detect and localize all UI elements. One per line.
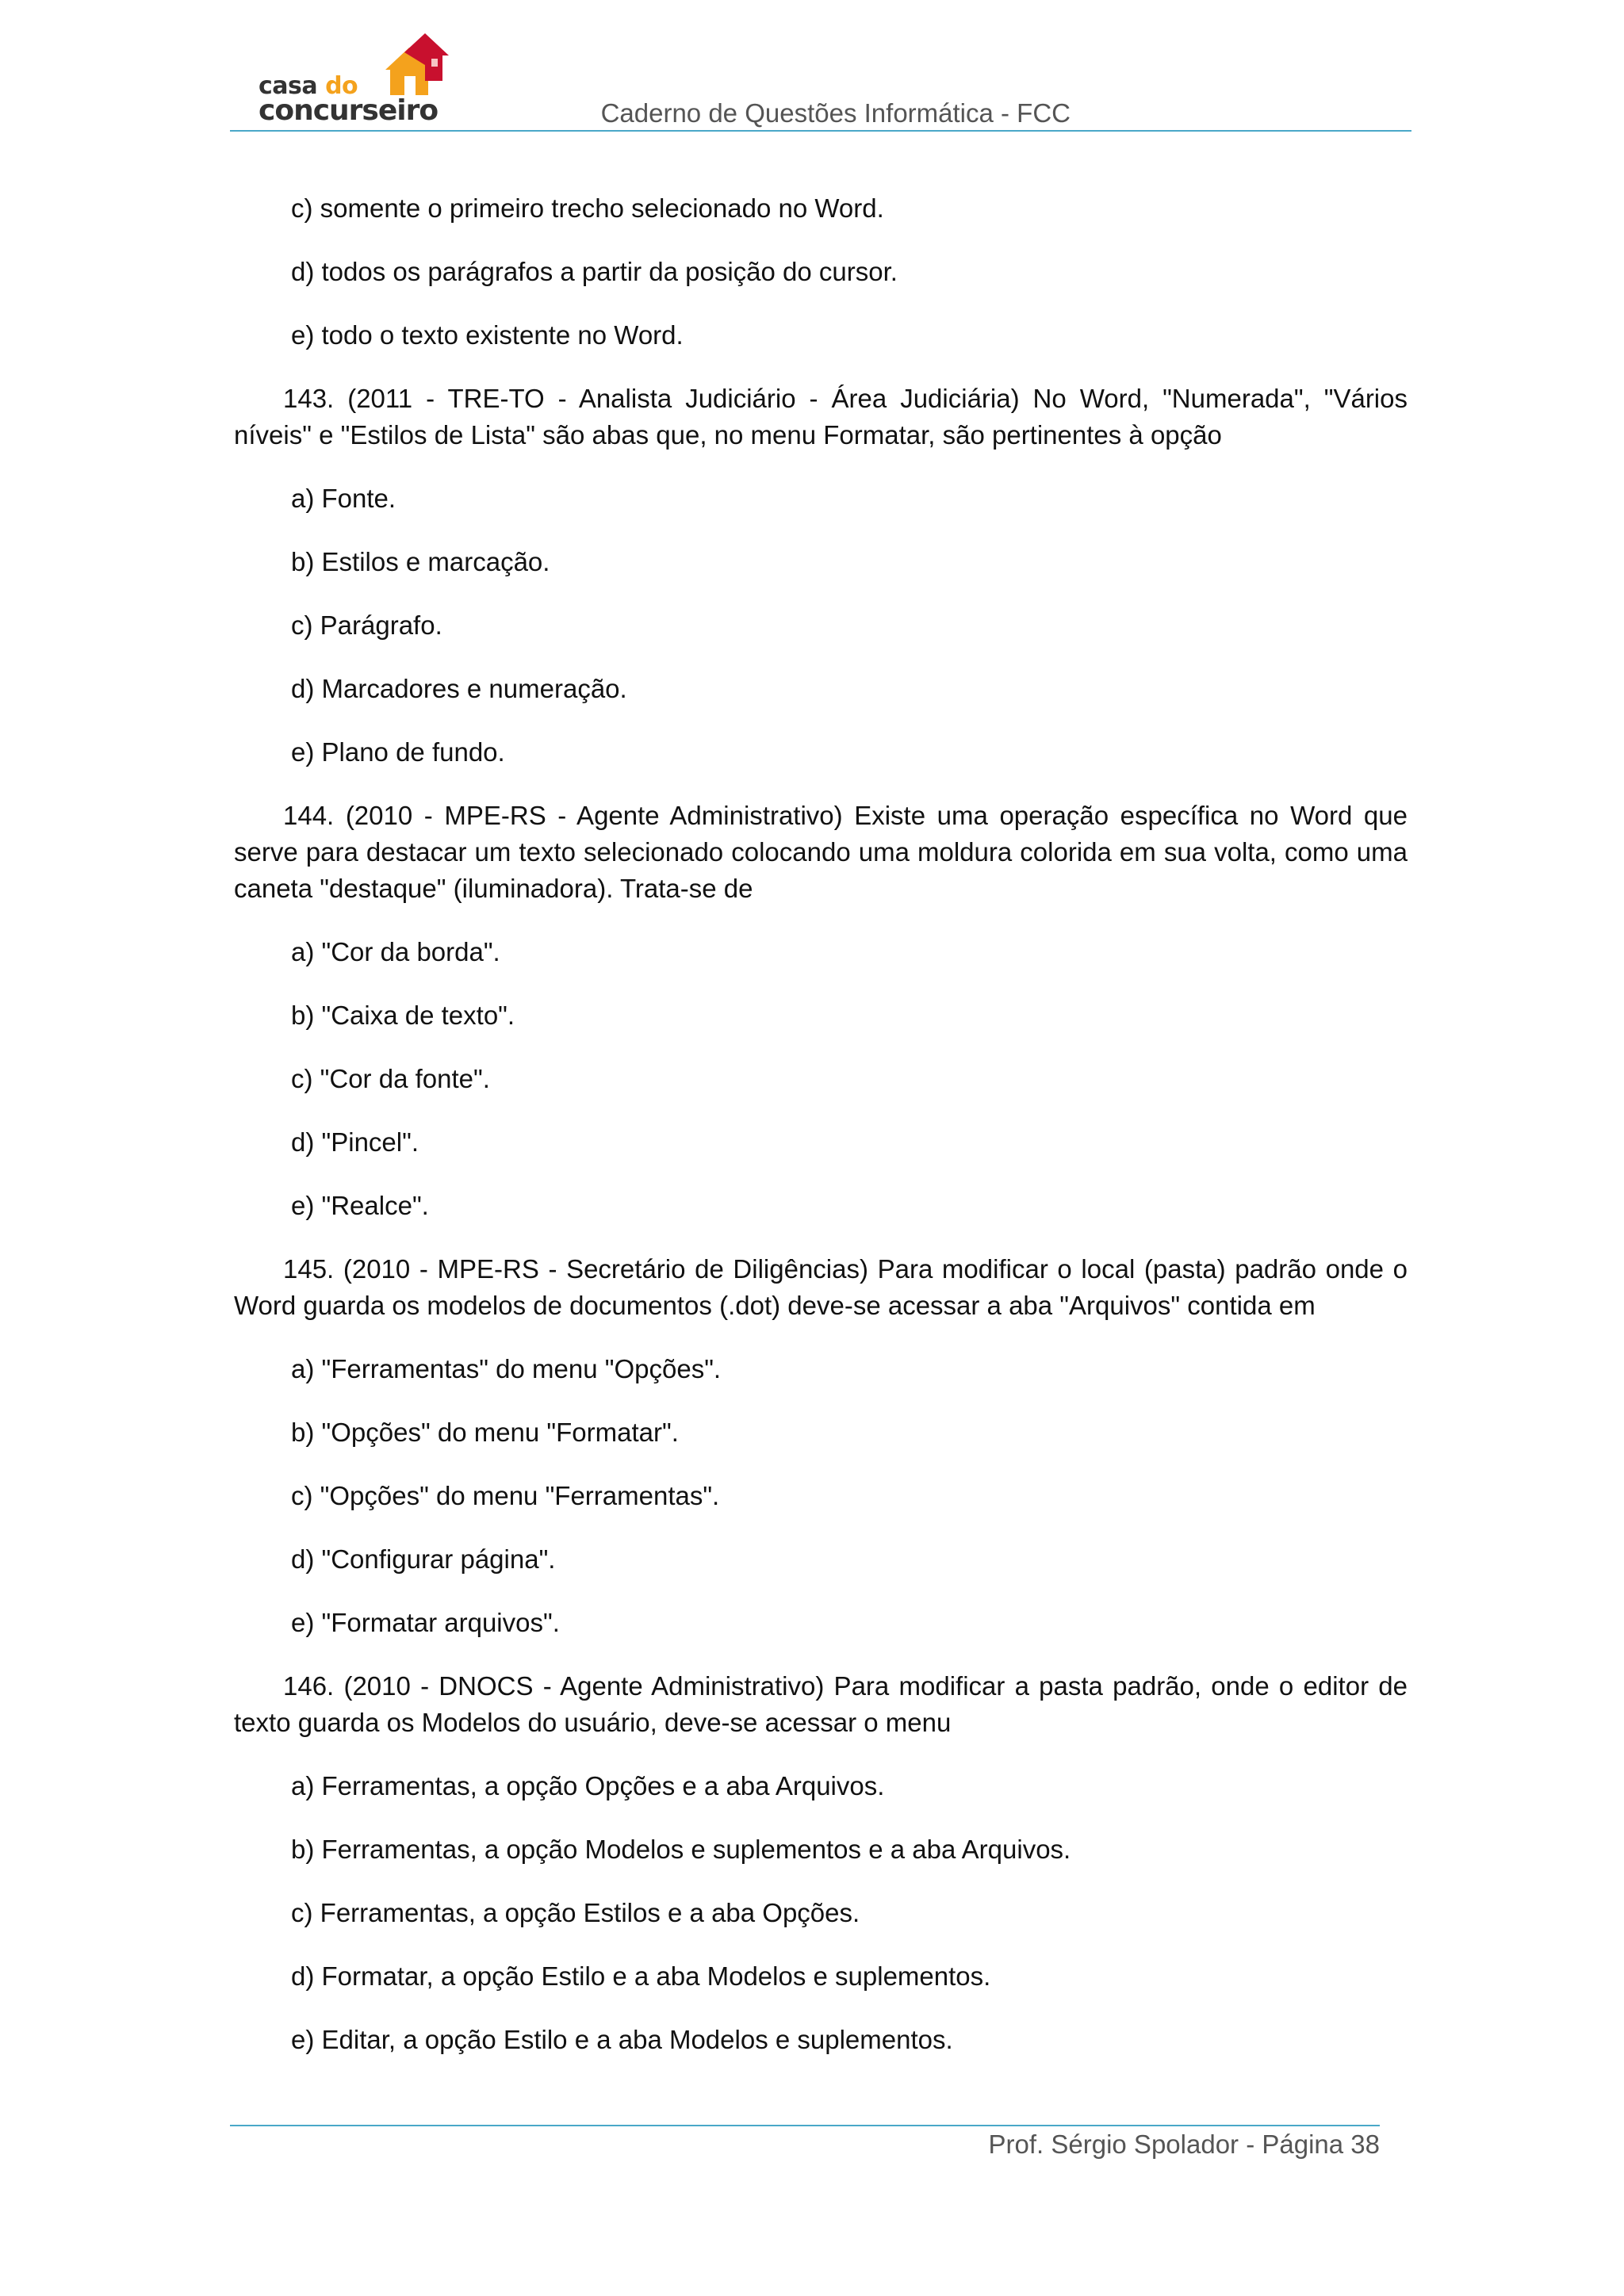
logo-wordmark: [259, 72, 439, 127]
answer-option: d) "Pincel".: [291, 1127, 419, 1157]
answer-option: e) Editar, a opção Estilo e a aba Modelos e suplementos.: [291, 2025, 953, 2054]
answer-option: b) "Opções" do menu "Formatar".: [291, 1418, 679, 1447]
document-body: [234, 190, 1408, 2085]
answer-option: d) Formatar, a opção Estilo e a aba Modelos e suplementos.: [291, 1961, 991, 1991]
answer-option: a) Fonte.: [291, 484, 396, 513]
footer-divider: [230, 2125, 1380, 2126]
question-paragraph: 145. (2010 - MPE-RS - Secretário de Diligências) Para modificar o local (pasta) padrão onde o Word guarda os modelos de documentos (.dot) deve-se acessar a aba "Arquivos" contida em: [234, 1254, 1408, 1320]
page-header: [230, 32, 1411, 135]
answer-option: e) "Realce".: [291, 1191, 429, 1220]
answer-option: d) Marcadores e numeração.: [291, 674, 627, 703]
answer-option: c) "Opções" do menu "Ferramentas".: [291, 1481, 720, 1510]
answer-option: d) todos os parágrafos a partir da posição do cursor.: [291, 257, 898, 286]
answer-option: e) "Formatar arquivos".: [291, 1608, 560, 1637]
answer-option: a) "Ferramentas" do menu "Opções".: [291, 1354, 722, 1383]
casa-do-concurseiro-logo: [259, 32, 449, 127]
answer-option: d) "Configurar página".: [291, 1544, 556, 1574]
answer-option: b) Ferramentas, a opção Modelos e suplementos e a aba Arquivos.: [291, 1835, 1071, 1864]
header-title: Caderno de Questões Informática - FCC: [600, 98, 1071, 128]
question-paragraph: 146. (2010 - DNOCS - Agente Administrativo) Para modificar a pasta padrão, onde o editor de texto guarda os Modelos do usuário, deve-se acessar o menu: [234, 1671, 1408, 1737]
answer-option: a) "Cor da borda".: [291, 937, 500, 966]
answer-option: a) Ferramentas, a opção Opções e a aba Arquivos.: [291, 1771, 885, 1800]
footer-page-info: Prof. Sérgio Spolador - Página 38: [988, 2130, 1380, 2159]
logo-word-casa: casa: [259, 72, 326, 100]
header-divider: [230, 130, 1411, 132]
answer-option: b) "Caixa de texto".: [291, 1001, 515, 1030]
logo-word-do: do: [325, 72, 358, 100]
question-paragraph: 143. (2011 - TRE-TO - Analista Judiciário - Área Judiciária) No Word, "Numerada", "Vários níveis" e "Estilos de Lista" são abas que, no menu Formatar, são pertinentes à opção: [234, 384, 1408, 450]
answer-option: c) Ferramentas, a opção Estilos e a aba Opções.: [291, 1898, 860, 1927]
answer-option: b) Estilos e marcação.: [291, 547, 550, 576]
answer-option: c) "Cor da fonte".: [291, 1064, 490, 1093]
answer-option: c) somente o primeiro trecho selecionado no Word.: [291, 193, 884, 223]
answer-option: c) Parágrafo.: [291, 610, 442, 640]
answer-option: e) todo o texto existente no Word.: [291, 320, 684, 350]
answer-option: e) Plano de fundo.: [291, 737, 505, 767]
logo-word-concurseiro: concurseiro: [259, 94, 439, 127]
question-paragraph: 144. (2010 - MPE-RS - Agente Administrativo) Existe uma operação específica no Word que serve para destacar um texto selecionado colocando uma moldura colorida em sua volta, como uma caneta "destaque" (iluminadora). Trata-se de: [234, 801, 1408, 903]
